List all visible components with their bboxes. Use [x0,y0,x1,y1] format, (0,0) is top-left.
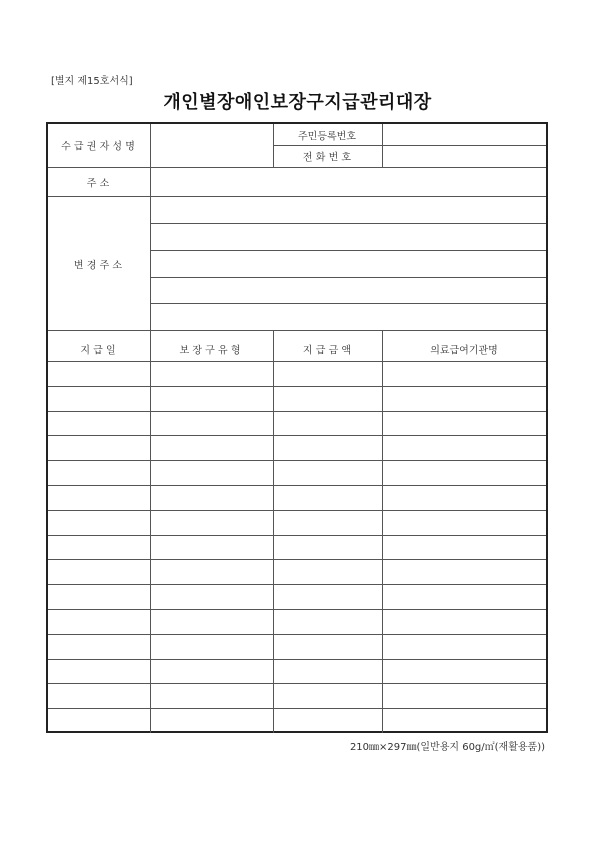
table-row-divider [48,460,546,461]
col-header-device-type: 보 장 구 유 형 [179,345,241,357]
resident-id-label: 주민등록번호 [298,131,356,143]
table-row-divider [48,435,546,436]
col-header-institution: 의료급여기관명 [430,345,498,357]
grid-line [273,330,274,733]
page-title: 개인별장애인보장구지급관리대장 [163,92,432,113]
grid-line [150,303,546,304]
grid-line [48,196,546,197]
col-header-amount: 지 급 금 액 [302,345,352,357]
paper-spec: 210㎜×297㎜(일반용지 60g/㎡(재활용품)) [349,742,545,753]
table-row-divider [48,708,546,709]
table-row-divider [48,510,546,511]
table-row-divider [48,559,546,560]
grid-line [150,250,546,251]
changed-address-label: 변 경 주 소 [73,260,123,272]
table-row-divider [48,634,546,635]
grid-line [48,330,546,331]
grid-line [150,167,151,196]
grid-line [150,277,546,278]
table-row-divider [48,584,546,585]
grid-line [150,124,151,167]
grid-line [382,330,383,733]
grid-line [150,196,151,330]
grid-line [48,167,546,168]
address-label: 주 소 [86,178,110,190]
form-frame [46,122,548,733]
grid-line [273,145,546,146]
grid-line [48,361,546,362]
table-row-divider [48,683,546,684]
recipient-name-label: 수 급 권 자 성 명 [61,141,135,153]
table-row-divider [48,535,546,536]
grid-line [150,330,151,733]
table-row-divider [48,609,546,610]
grid-line [150,223,546,224]
table-row-divider [48,411,546,412]
table-row-divider [48,386,546,387]
form-number: [별지 제15호서식] [51,76,133,87]
table-row-divider [48,485,546,486]
phone-label: 전 화 번 호 [302,152,352,164]
col-header-payment-date: 지 급 일 [80,345,116,357]
table-row-divider [48,659,546,660]
